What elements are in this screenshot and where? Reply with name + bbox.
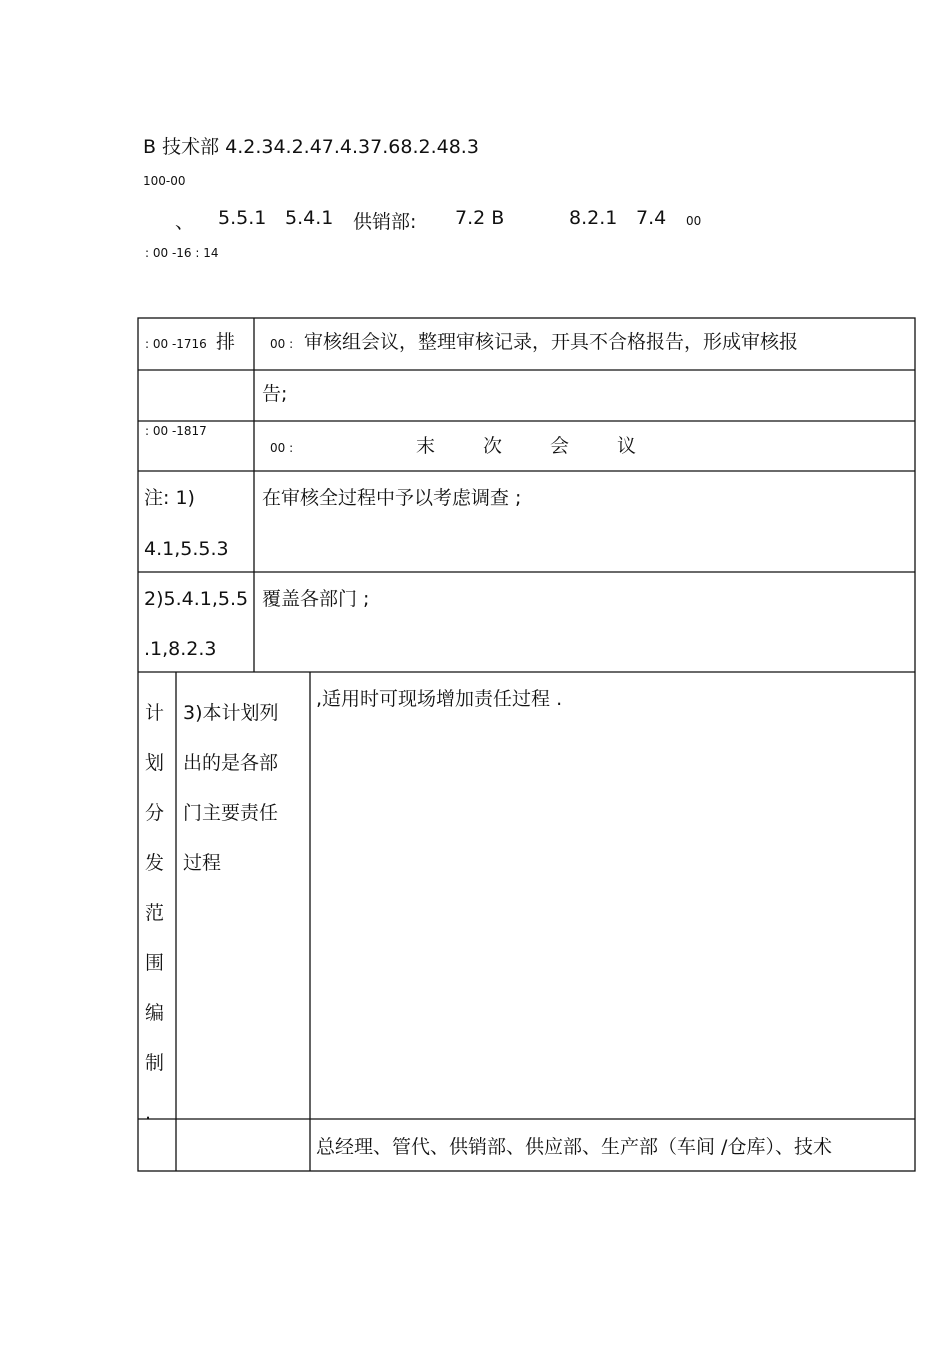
vertical-char: 编 bbox=[145, 1002, 165, 1024]
header-line-4: : 00 -16 : 14 bbox=[145, 246, 219, 260]
row2-text: 告; bbox=[262, 383, 288, 405]
row6-text: ,适用时可现场增加责任过程 . bbox=[316, 688, 563, 710]
row1-text: 审核组会议，整理审核记录，开具不合格报告，形成审核报 bbox=[304, 331, 799, 353]
vertical-char: 分 bbox=[145, 802, 165, 824]
header-line-3-h: 00 bbox=[686, 214, 702, 228]
row1-tag: 排 bbox=[216, 331, 236, 353]
note-line: 出的是各部 bbox=[183, 752, 279, 774]
row3-time: : 00 -1817 bbox=[145, 424, 207, 438]
header-line-3-f: 8.2.1 bbox=[569, 207, 618, 229]
row5-text: 覆盖各部门 ; bbox=[262, 588, 370, 610]
row6-note-column bbox=[183, 688, 279, 888]
header-line-3-b: 5.5.1 bbox=[218, 207, 267, 229]
header-line-3-d: 供销部: bbox=[353, 211, 417, 233]
row3-word-4: 议 bbox=[617, 435, 637, 457]
row5-label-1: 2)5.4.1,5.5 bbox=[144, 588, 249, 610]
vertical-char: 围 bbox=[145, 952, 165, 974]
header-line-3-c: 5.4.1 bbox=[285, 207, 334, 229]
vertical-char: 范 bbox=[145, 902, 165, 924]
row3-word-3: 会 bbox=[550, 435, 570, 457]
vertical-char: 划 bbox=[145, 752, 165, 774]
header-line-1: B 技术部 4.2.34.2.47.4.37.68.2.48.3 bbox=[143, 136, 479, 158]
vertical-char: . bbox=[145, 1102, 152, 1124]
note-line: 门主要责任 bbox=[183, 802, 279, 824]
row4-label-2: 4.1,5.5.3 bbox=[144, 538, 229, 560]
header-line-3-e: 7.2 B bbox=[455, 207, 505, 229]
row3-word-2: 次 bbox=[483, 435, 503, 457]
row4-label-1: 注: 1) bbox=[144, 487, 195, 509]
header-line-3-g: 7.4 bbox=[636, 207, 667, 229]
row5-label-2: .1,8.2.3 bbox=[144, 638, 217, 660]
vertical-char: 发 bbox=[145, 852, 165, 874]
row4-text: 在审核全过程中予以考虑调查 ; bbox=[262, 487, 522, 509]
header-line-3-a: 、 bbox=[175, 211, 195, 233]
row7-text: 总经理、管代、供销部、供应部、生产部（车间 /仓库）、技术 bbox=[316, 1136, 832, 1158]
vertical-char: 制 bbox=[145, 1052, 165, 1074]
note-line: 过程 bbox=[183, 852, 222, 874]
row3-word-1: 末 bbox=[416, 435, 436, 457]
header-line-2: 100-00 bbox=[143, 174, 186, 188]
row3-prefix: 00 : bbox=[270, 441, 294, 455]
row6-vertical-label bbox=[145, 688, 169, 1138]
vertical-char: 计 bbox=[145, 702, 165, 724]
note-line: 3)本计划列 bbox=[183, 702, 279, 724]
row1-time: : 00 -1716 bbox=[145, 337, 207, 351]
row1-prefix: 00 : bbox=[270, 337, 294, 351]
